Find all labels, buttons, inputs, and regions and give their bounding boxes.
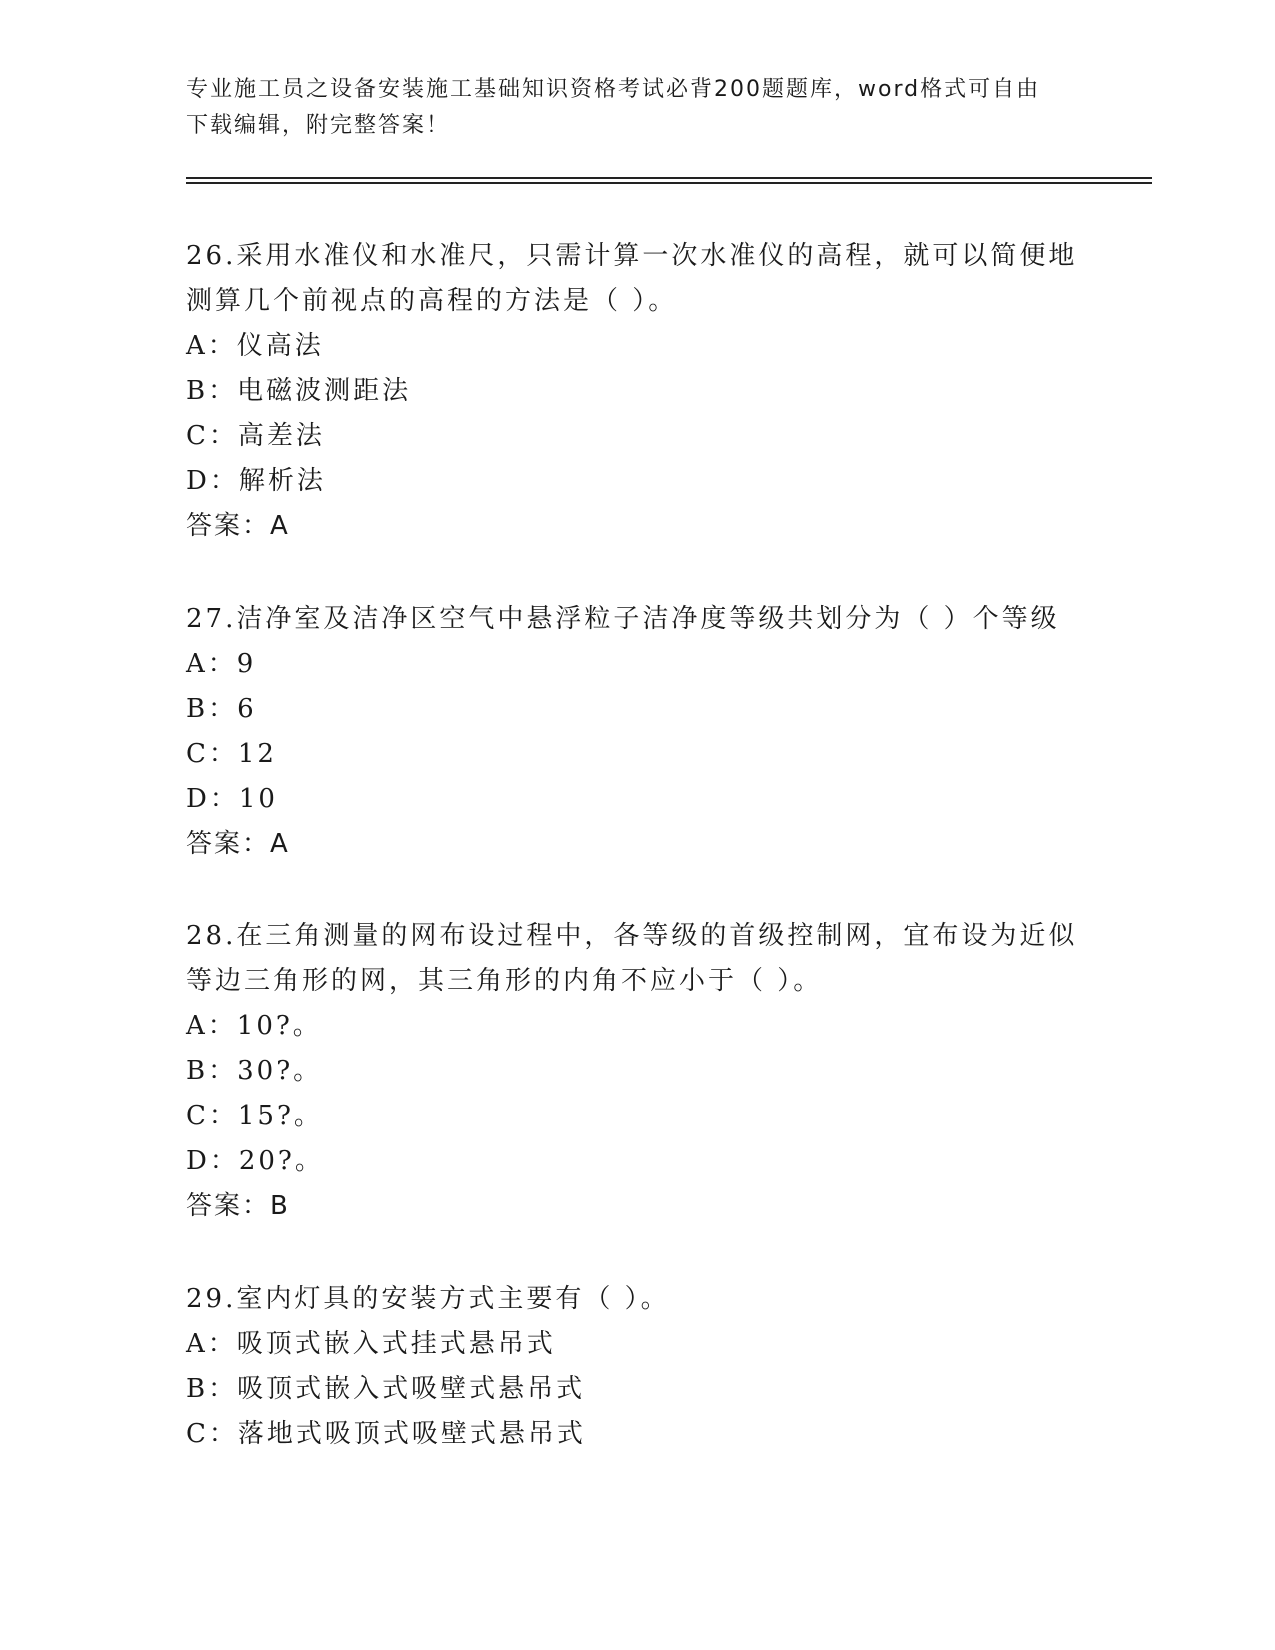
question-stem-line-1: 26.采用水准仪和水准尺，只需计算一次水准仪的高程，就可以简便地: [186, 241, 1078, 271]
document-header: [186, 72, 1086, 144]
option-a: A：9: [186, 649, 257, 679]
question-stem-line-1: 29.室内灯具的安装方式主要有（ ）。: [186, 1284, 670, 1314]
question-stem-line-1: 28.在三角测量的网布设过程中，各等级的首级控制网，宜布设为近似: [186, 921, 1078, 951]
option-c: C：15?。: [186, 1101, 323, 1131]
question-stem-line-1: 27.洁净室及洁净区空气中悬浮粒子洁净度等级共划分为（ ）个等级: [186, 604, 1060, 634]
header-line-1: 专业施工员之设备安装施工基础知识资格考试必背200题题库，word格式可自由: [186, 77, 1041, 102]
question-29: [186, 1277, 1086, 1457]
answer: 答案：A: [186, 511, 290, 541]
question-26: [186, 234, 1086, 549]
option-b: B：吸顶式嵌入式吸壁式悬吊式: [186, 1374, 586, 1404]
question-stem-line-2: 测算几个前视点的高程的方法是（ ）。: [186, 286, 678, 316]
question-stem-line-2: 等边三角形的网，其三角形的内角不应小于（ ）。: [186, 966, 823, 996]
option-a: A：仪高法: [186, 331, 324, 361]
option-c: C：落地式吸顶式吸壁式悬吊式: [186, 1419, 586, 1449]
option-b: B：6: [186, 694, 257, 724]
question-28: [186, 914, 1086, 1229]
option-a: A：10?。: [186, 1011, 322, 1041]
question-27: [186, 597, 1086, 867]
option-d: D：20?。: [186, 1146, 324, 1176]
answer: 答案：B: [186, 1191, 290, 1221]
option-a: A：吸顶式嵌入式挂式悬吊式: [186, 1329, 556, 1359]
option-c: C：高差法: [186, 421, 325, 451]
header-divider-top: [186, 177, 1152, 179]
answer: 答案：A: [186, 829, 290, 859]
header-divider-bottom: [186, 182, 1152, 184]
option-d: D：10: [186, 784, 278, 814]
option-d: D：解析法: [186, 466, 326, 496]
option-c: C：12: [186, 739, 277, 769]
option-b: B：电磁波测距法: [186, 376, 412, 406]
header-line-2: 下载编辑，附完整答案！: [186, 113, 451, 138]
option-b: B：30?。: [186, 1056, 323, 1086]
